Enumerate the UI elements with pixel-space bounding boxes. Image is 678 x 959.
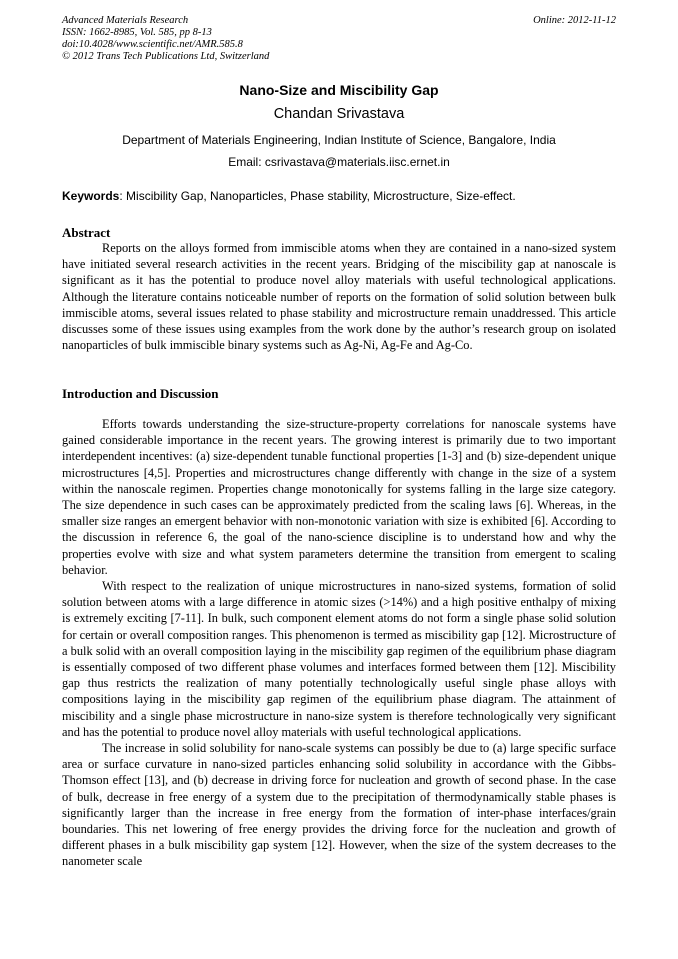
keywords (62, 189, 616, 203)
abstract-body (62, 240, 616, 353)
journal-header (62, 15, 616, 63)
author-name: Chandan Srivastava (273, 106, 405, 122)
journal-name: Advanced Materials Research (62, 15, 189, 26)
author-affiliation: Department of Materials Engineering, Indian Institute of Science, Bangalore, India (122, 133, 556, 147)
abstract-heading: Abstract (62, 225, 111, 240)
intro-paragraph-3: The increase in solid solubility for nano-scale systems can possibly be due to (a) large specific surface area or surface curvature in nano-sized particles enhancing solid solubility in accordance with the Gibbs-Thomson effect [13], and (b) decrease in driving force for nucleation and growth of second phase. In the case of bulk, decrease in free energy of a system due to the precipitation of thermodynamically stable phases is significantly larger than the increase in free energy from the formation of inter-phase interfaces/grain boundaries. This net lowering of free energy provides the driving force for the nucleation and growth of different phases in a bulk miscibility gap system [12]. However, when the size of the system decreases to the nanometer scale (62, 741, 616, 869)
journal-issn: ISSN: 1662-8985, Vol. 585, pp 8-13 (62, 27, 212, 38)
intro-paragraph-1: Efforts towards understanding the size-structure-property correlations for nanoscale systems have gained considerable importance in the recent years. The growing interest is primarily due to two important interdependent incentives: (a) size-dependent tunable functional properties [1-3] and (b) size-dependent unique microstructures [4,5]. Properties and microstructures change differently with change in the size of a system within the nanoscale regimen. Properties change monotonically for systems falling in the large size category. The size dependence in such cases can be approximately predicted from the scaling laws [6]. Whereas, in the smaller size ranges an emergent behavior with non-monotonic variation with size is exhibited [6]. According to the discussion in reference 6, the goal of the nano-science discipline is to understand how and why the properties evolve with size and what system parameters determine the transition from emergent to scaling behavior. (62, 417, 616, 577)
keywords-label: Keywords (62, 189, 120, 203)
journal-doi: doi:10.4028/www.scientific.net/AMR.585.8 (62, 39, 243, 50)
abstract-paragraph: Reports on the alloys formed from immiscible atoms when they are contained in a nano-sized system have initiated several research activities in the recent years. Bridging of the miscibility gap at nanoscale is significant as it has the potential to produce novel alloy materials with useful technological applications. Although the literature contains noticeable number of reports on the formation of solid solution between bulk immiscible atoms, several issues related to phase stability and microstructure remain unaddressed. This article discusses some of these issues using examples from the work done by the author’s research group on isolated nanoparticles of bulk immiscible binary systems such as Ag-Ni, Ag-Fe and Ag-Co. (62, 241, 616, 353)
online-date: Online: 2012-11-12 (533, 15, 616, 26)
journal-copyright: © 2012 Trans Tech Publications Ltd, Switzerland (62, 51, 270, 62)
paper-title: Nano-Size and Miscibility Gap (239, 82, 439, 98)
introduction-heading: Introduction and Discussion (62, 386, 219, 401)
keywords-list: : Miscibility Gap, Nanoparticles, Phase stability, Microstructure, Size-effect. (119, 189, 516, 203)
intro-paragraph-2: With respect to the realization of unique microstructures in nano-sized systems, formation of solid solution between atoms with a large difference in atomic sizes (>14%) and a high positive enthalpy of mixing is extremely exciting [7-11]. In bulk, such component element atoms do not form a single phase solid solution for certain or overall composition ranges. This phenomenon is termed as miscibility gap [12]. Microstructure of a bulk solid with an overall composition laying in the miscibility gap regimen of the equilibrium phase diagram is essentially composed of two different phase volumes and interfaces formed between them [12]. Miscibility gap thus restricts the realization of many potentially technologically useful single phase alloys with compositions laying in the miscibility gap regimen of the equilibrium phase diagram. The attainment of miscibility and a single phase microstructure in nano-size system is therefore technologically very significant and has the potential to produce novel alloy materials with useful technological applications. (62, 579, 616, 739)
introduction-body (62, 416, 616, 870)
author-email: Email: csrivastava@materials.iisc.ernet.in (228, 155, 450, 169)
